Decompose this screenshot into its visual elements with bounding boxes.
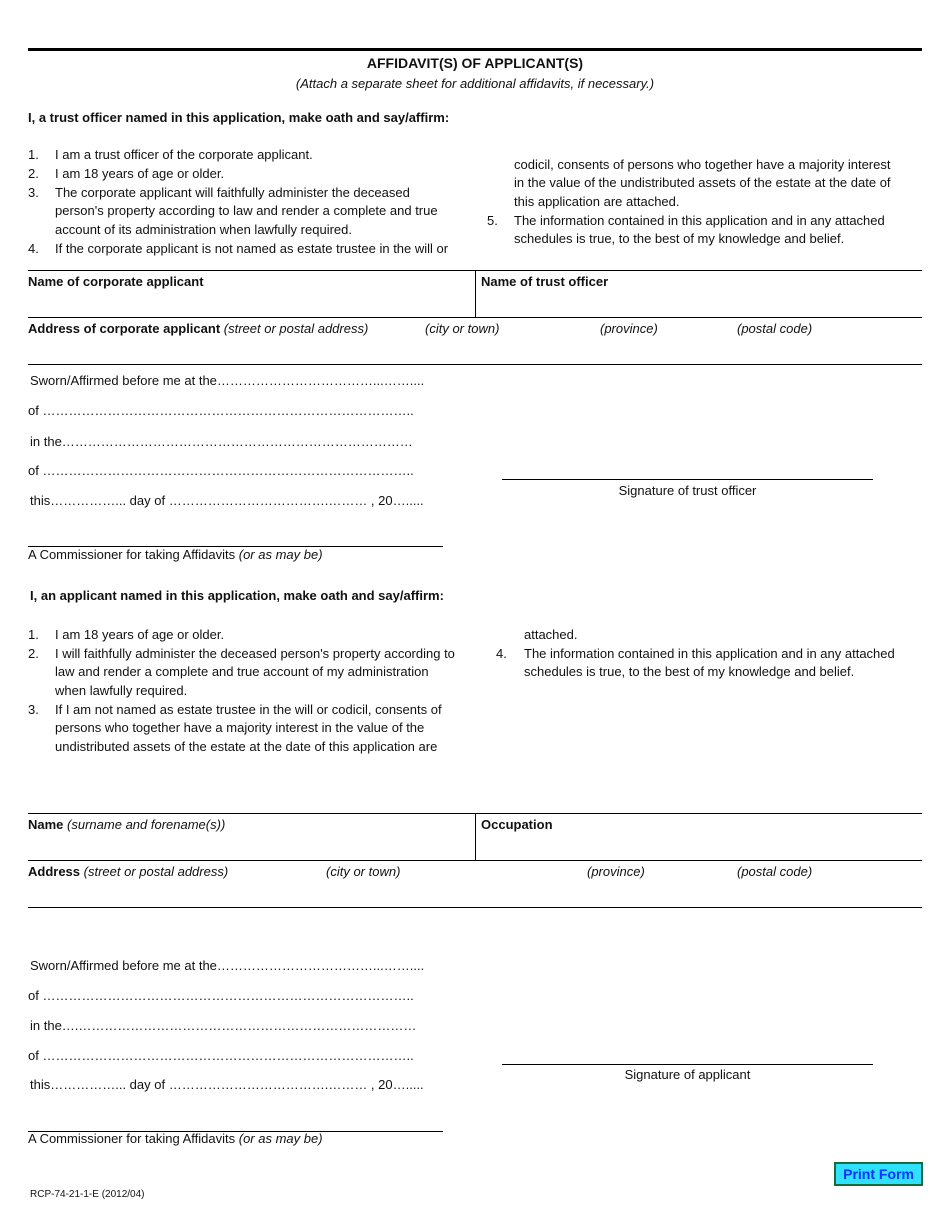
form-code: RCP-74-21-1-E (2012/04) xyxy=(30,1189,145,1200)
s2-fields-mid-rule xyxy=(28,860,922,861)
s1-item3-line2: person's property according to law and render a complete and true xyxy=(55,203,438,218)
s2-sworn-line1: Sworn/Affirmed before me at the………………………………...…….... xyxy=(30,958,425,973)
print-form-button[interactable]: Print Form xyxy=(834,1162,923,1186)
s1-item1-text: I am a trust officer of the corporate applicant. xyxy=(55,147,313,162)
s1-commissioner-note: (or as may be) xyxy=(238,547,323,562)
s1-item4-line1: If the corporate applicant is not named as estate trustee in the will or xyxy=(55,241,449,256)
s1-sworn-line5: this……………... day of ……………………………….……… , 20…..... xyxy=(30,493,424,508)
applicant-city-note: (city or town) xyxy=(326,864,401,879)
s1-sworn-line3: in the……………………………………………………………………… xyxy=(30,434,413,449)
s1-item5-num: 5. xyxy=(487,213,498,228)
s2-item1-text: I am 18 years of age or older. xyxy=(55,627,225,642)
postal-note: (postal code) xyxy=(737,321,813,336)
s2-sworn-line4: of ………………………………………………………………………….. xyxy=(28,1048,414,1063)
s2-commissioner-note: (or as may be) xyxy=(238,1131,323,1146)
s2-item2-line1: I will faithfully administer the deceased person's property according to xyxy=(55,646,455,661)
province-note: (province) xyxy=(600,321,658,336)
s1-sworn-line4: of ………………………………………………………………………….. xyxy=(28,463,414,478)
s2-signature-label: Signature of applicant xyxy=(624,1067,751,1082)
s1-item4-num: 4. xyxy=(28,241,39,256)
applicant-name-label: Name xyxy=(28,817,64,832)
applicant-name-label-row xyxy=(28,817,225,832)
s1-item1-num: 1. xyxy=(28,147,39,162)
s2-fields-bottom-rule xyxy=(28,907,922,908)
s1-item5-line2: schedules is true, to the best of my knowledge and belief. xyxy=(514,231,845,246)
s2-item3-num: 3. xyxy=(28,702,39,717)
applicant-street-note: (street or postal address) xyxy=(83,864,229,879)
s2-item4-line1: The information contained in this application and in any attached xyxy=(524,646,895,661)
s2-item3-line1: If I am not named as estate trustee in the will or codicil, consents of xyxy=(55,702,442,717)
s1-sworn-line1: Sworn/Affirmed before me at the………………………………...…….... xyxy=(30,373,425,388)
s1-item2-num: 2. xyxy=(28,166,39,181)
s2-item3-cont1: attached. xyxy=(524,627,578,642)
s2-commissioner-label: A Commissioner for taking Affidavits xyxy=(28,1131,236,1146)
s2-item2-line2: law and render a complete and true account of my administration xyxy=(55,664,429,679)
s2-item4-num: 4. xyxy=(496,646,507,661)
s1-item3-num: 3. xyxy=(28,185,39,200)
trust-officer-name-label: Name of trust officer xyxy=(481,274,609,289)
corporate-address-label: Address of corporate applicant xyxy=(28,321,221,336)
s2-item3-line2: persons who together have a majority interest in the value of the xyxy=(55,720,425,735)
s2-signature-line xyxy=(502,1064,873,1065)
s2-item1-num: 1. xyxy=(28,627,39,642)
corporate-applicant-name-label: Name of corporate applicant xyxy=(28,274,204,289)
s1-item2-text: I am 18 years of age or older. xyxy=(55,166,225,181)
s2-item3-line3: undistributed assets of the estate at the date of this application are xyxy=(55,739,438,754)
s1-item5-line1: The information contained in this application and in any attached xyxy=(514,213,885,228)
section1-intro: I, a trust officer named in this application, make oath and say/affirm: xyxy=(28,110,450,125)
s2-item2-line3: when lawfully required. xyxy=(55,683,188,698)
s1-sworn-line2: of ………………………………………………………………………….. xyxy=(28,403,414,418)
s1-fields-mid-rule xyxy=(28,317,922,318)
s1-signature-line xyxy=(502,479,873,480)
s2-fields-divider xyxy=(475,813,476,860)
applicant-province-note: (province) xyxy=(587,864,645,879)
form-title: AFFIDAVIT(S) OF APPLICANT(S) xyxy=(366,55,584,71)
s2-sworn-line2: of ………………………………………………………………………….. xyxy=(28,988,414,1003)
top-rule xyxy=(28,48,922,51)
s1-fields-bottom-rule xyxy=(28,364,922,365)
s2-sworn-line3: in the….…………………………………………………………………… xyxy=(30,1018,417,1033)
s2-item4-line2: schedules is true, to the best of my knowledge and belief. xyxy=(524,664,855,679)
s1-item3-line3: account of its administration when lawfully required. xyxy=(55,222,352,237)
s2-commissioner-row xyxy=(28,1131,323,1146)
applicant-name-note: (surname and forename(s)) xyxy=(67,817,226,832)
city-note: (city or town) xyxy=(425,321,500,336)
s1-item3-line1: The corporate applicant will faithfully administer the deceased xyxy=(55,185,410,200)
s1-item4-cont3: this application are attached. xyxy=(514,194,680,209)
s1-commissioner-label: A Commissioner for taking Affidavits xyxy=(28,547,236,562)
applicant-address-label: Address xyxy=(28,864,81,879)
s2-sworn-line5: this……………... day of ……………………………….……… , 20…..... xyxy=(30,1077,424,1092)
s2-item2-num: 2. xyxy=(28,646,39,661)
applicant-address-label-row xyxy=(28,864,228,879)
s1-fields-divider xyxy=(475,270,476,317)
occupation-label: Occupation xyxy=(481,817,553,832)
section2-intro: I, an applicant named in this application, make oath and say/affirm: xyxy=(30,588,444,603)
s1-item4-cont2: in the value of the undistributed assets of the estate at the date of xyxy=(514,175,891,190)
s1-signature-label: Signature of trust officer xyxy=(618,483,757,498)
s1-commissioner-row xyxy=(28,547,323,562)
s1-item4-cont1: codicil, consents of persons who together have a majority interest xyxy=(514,157,891,172)
form-subtitle: (Attach a separate sheet for additional affidavits, if necessary.) xyxy=(295,76,655,91)
corporate-address-label-row xyxy=(28,321,368,336)
applicant-postal-note: (postal code) xyxy=(737,864,813,879)
street-note: (street or postal address) xyxy=(223,321,369,336)
